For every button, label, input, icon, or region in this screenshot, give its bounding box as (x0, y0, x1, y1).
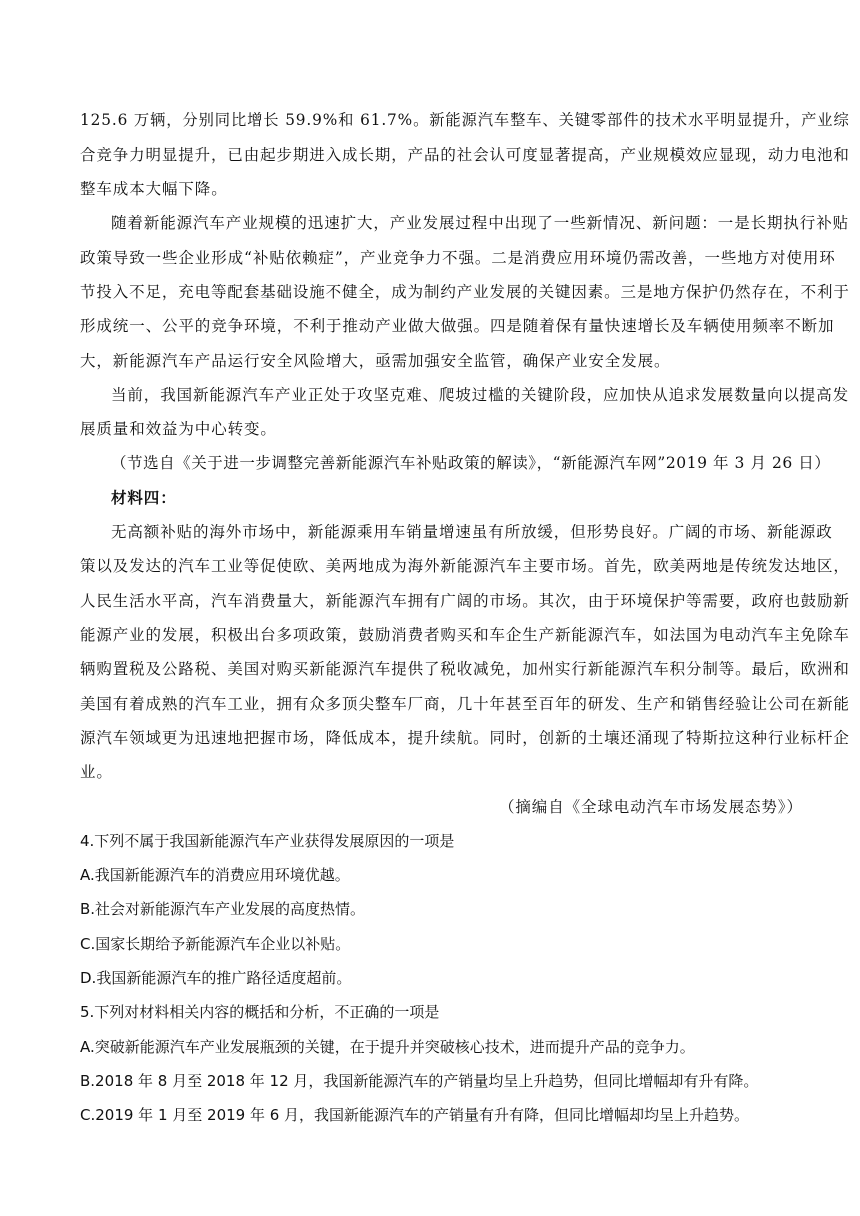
paragraph-1-line-1: 125.6 万辆，分别同比增长 59.9%和 61.7%。新能源汽车整车、关键零部件的技术水平明显提升，产业综 (80, 111, 850, 129)
source-citation-3: （节选自《关于进一步调整完善新能源汽车补贴政策的解读》，“新能源汽车网”2019 年 3 月 26 日） (111, 454, 831, 472)
question-5-stem: 5.下列对材料相关内容的概括和分析，不正确的一项是 (80, 1003, 440, 1021)
paragraph-2-line-1: 随着新能源汽车产业规模的迅速扩大，产业发展过程中出现了一些新情况、新问题：一是长期执行补贴 (111, 214, 850, 232)
question-5-option-a: A.突破新能源汽车产业发展瓶颈的关键，在于提升并突破核心技术，进而提升产品的竞争力。 (80, 1038, 695, 1056)
paragraph-4-line-1: 无高额补贴的海外市场中，新能源乘用车销量增速虽有所放缓，但形势良好。广阔的市场、新能源政 (111, 523, 833, 541)
paragraph-4-line-4: 能源产业的发展，积极出台多项政策，鼓励消费者购买和车企生产新能源汽车，如法国为电动汽车主免除车 (80, 626, 850, 644)
paragraph-2-line-3: 节投入不足，充电等配套基础设施不健全，成为制约产业发展的关键因素。三是地方保护仍然存在，不利于 (80, 283, 850, 301)
paragraph-4-line-7: 源汽车领域更为迅速地把握市场，降低成本，提升续航。同时，创新的土壤还涌现了特斯拉这种行业标杆企 (80, 729, 850, 747)
paragraph-3-line-1: 当前，我国新能源汽车产业正处于攻坚克难、爬坡过槛的关键阶段，应加快从追求发展数量向以提高发 (111, 386, 850, 404)
question-5-option-b: B.2018 年 8 月至 2018 年 12 月，我国新能源汽车的产销量均呈上升趋势，但同比增幅却有升有降。 (80, 1072, 759, 1090)
paragraph-2-line-4: 形成统一、公平的竞争环境，不利于推动产业做大做强。四是随着保有量快速增长及车辆使用频率不断加 (80, 317, 835, 335)
paragraph-3-line-2: 展质量和效益为中心转变。 (80, 420, 277, 438)
paragraph-1-line-2: 合竞争力明显提升，已由起步期进入成长期，产品的社会认可度显著提高，产业规模效应显现，动力电池和 (80, 146, 850, 164)
question-5-option-c: C.2019 年 1 月至 2019 年 6 月，我国新能源汽车的产销量有升有降，但同比增幅却均呈上升趋势。 (80, 1106, 750, 1124)
question-4-option-d: D.我国新能源汽车的推广路径适度超前。 (80, 969, 352, 987)
question-4-option-c: C.国家长期给予新能源汽车企业以补贴。 (80, 935, 351, 953)
paragraph-4-line-5: 辆购置税及公路税、美国对购买新能源汽车提供了税收减免，加州实行新能源汽车积分制等。最后，欧洲和 (80, 660, 850, 678)
source-citation-4: （摘编自《全球电动汽车市场发展态势》） (499, 798, 803, 816)
paragraph-4-line-6: 美国有着成熟的汽车工业，拥有众多顶尖整车厂商，几十年甚至百年的研发、生产和销售经验让公司在新能 (80, 695, 850, 713)
question-4-option-a: A.我国新能源汽车的消费应用环境优越。 (80, 866, 350, 884)
paragraph-4-line-3: 人民生活水平高，汽车消费量大，新能源汽车拥有广阔的市场。其次，由于环境保护等需要，政府也鼓励新 (80, 592, 850, 610)
paragraph-4-line-8: 业。 (80, 763, 113, 781)
paragraph-4-line-2: 策以及发达的汽车工业等促使欧、美两地成为海外新能源汽车主要市场。首先，欧美两地是传统发达地区， (80, 557, 850, 575)
question-4-stem: 4.下列不属于我国新能源汽车产业获得发展原因的一项是 (80, 832, 455, 850)
material-4-heading: 材料四： (111, 488, 177, 507)
paragraph-2-line-2: 政策导致一些企业形成“补贴依赖症”，产业竞争力不强。二是消费应用环境仍需改善，一些地方对使用环 (80, 249, 836, 267)
paragraph-1-line-3: 整车成本大幅下降。 (80, 180, 228, 198)
question-4-option-b: B.社会对新能源汽车产业发展的高度热情。 (80, 900, 366, 918)
paragraph-2-line-5: 大，新能源汽车产品运行安全风险增大，亟需加强安全监管，确保产业安全发展。 (80, 352, 671, 370)
